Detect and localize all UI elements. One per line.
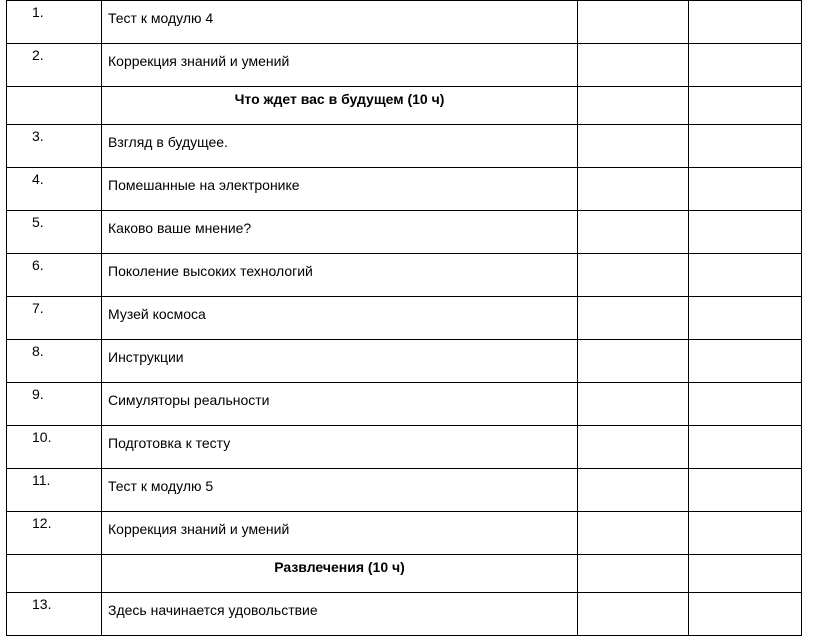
lesson-topic-cell: Коррекция знаний и умений: [102, 512, 578, 555]
plan-date-cell: [578, 469, 689, 512]
plan-date-cell: [578, 87, 689, 125]
plan-date-cell: [578, 44, 689, 87]
table-row: [7, 44, 802, 87]
table-row: [7, 426, 802, 469]
lesson-topic-cell: Каково ваше мнение?: [102, 211, 578, 254]
lesson-topic-cell: Тест к модулю 5: [102, 469, 578, 512]
fact-date-cell: [689, 426, 802, 469]
plan-date-cell: [578, 168, 689, 211]
fact-date-cell: [689, 469, 802, 512]
lesson-topic-cell: Тест к модулю 4: [102, 1, 578, 44]
lesson-number-cell: [7, 555, 102, 593]
lesson-topic-cell: Подготовка к тесту: [102, 426, 578, 469]
lesson-number-cell: 9.: [7, 383, 102, 426]
lesson-topic-cell: Помешанные на электронике: [102, 168, 578, 211]
section-row: [7, 87, 802, 125]
table-row: [7, 593, 802, 636]
table-row: [7, 168, 802, 211]
section-row: [7, 555, 802, 593]
table-row: [7, 297, 802, 340]
lesson-topic-cell: Взгляд в будущее.: [102, 125, 578, 168]
table-row: [7, 254, 802, 297]
plan-date-cell: [578, 426, 689, 469]
fact-date-cell: [689, 1, 802, 44]
lesson-plan-body: [7, 1, 802, 636]
lesson-number-cell: 10.: [7, 426, 102, 469]
plan-date-cell: [578, 254, 689, 297]
lesson-number-cell: 1.: [7, 1, 102, 44]
table-row: [7, 469, 802, 512]
lesson-number-cell: 3.: [7, 125, 102, 168]
lesson-number-cell: [7, 87, 102, 125]
fact-date-cell: [689, 44, 802, 87]
lesson-number-cell: 7.: [7, 297, 102, 340]
fact-date-cell: [689, 512, 802, 555]
plan-date-cell: [578, 383, 689, 426]
plan-date-cell: [578, 593, 689, 636]
lesson-topic-cell: Музей космоса: [102, 297, 578, 340]
fact-date-cell: [689, 125, 802, 168]
table-row: [7, 512, 802, 555]
fact-date-cell: [689, 168, 802, 211]
fact-date-cell: [689, 555, 802, 593]
lesson-number-cell: 12.: [7, 512, 102, 555]
plan-date-cell: [578, 512, 689, 555]
fact-date-cell: [689, 211, 802, 254]
plan-date-cell: [578, 340, 689, 383]
plan-date-cell: [578, 555, 689, 593]
table-row: [7, 125, 802, 168]
table-row: [7, 1, 802, 44]
fact-date-cell: [689, 383, 802, 426]
plan-date-cell: [578, 125, 689, 168]
lesson-number-cell: 6.: [7, 254, 102, 297]
section-title-cell: Развлечения (10 ч): [102, 555, 578, 593]
plan-date-cell: [578, 211, 689, 254]
lesson-topic-cell: Инструкции: [102, 340, 578, 383]
fact-date-cell: [689, 297, 802, 340]
lesson-number-cell: 5.: [7, 211, 102, 254]
table-row: [7, 211, 802, 254]
lesson-topic-cell: Симуляторы реальности: [102, 383, 578, 426]
fact-date-cell: [689, 593, 802, 636]
plan-date-cell: [578, 297, 689, 340]
lesson-topic-cell: Поколение высоких технологий: [102, 254, 578, 297]
lesson-number-cell: 13.: [7, 593, 102, 636]
lesson-number-cell: 8.: [7, 340, 102, 383]
fact-date-cell: [689, 87, 802, 125]
lesson-number-cell: 4.: [7, 168, 102, 211]
plan-date-cell: [578, 1, 689, 44]
lesson-number-cell: 2.: [7, 44, 102, 87]
lesson-plan-table: [6, 0, 802, 636]
table-row: [7, 383, 802, 426]
lesson-topic-cell: Коррекция знаний и умений: [102, 44, 578, 87]
lesson-topic-cell: Здесь начинается удовольствие: [102, 593, 578, 636]
fact-date-cell: [689, 254, 802, 297]
section-title-cell: Что ждет вас в будущем (10 ч): [102, 87, 578, 125]
lesson-number-cell: 11.: [7, 469, 102, 512]
table-row: [7, 340, 802, 383]
fact-date-cell: [689, 340, 802, 383]
